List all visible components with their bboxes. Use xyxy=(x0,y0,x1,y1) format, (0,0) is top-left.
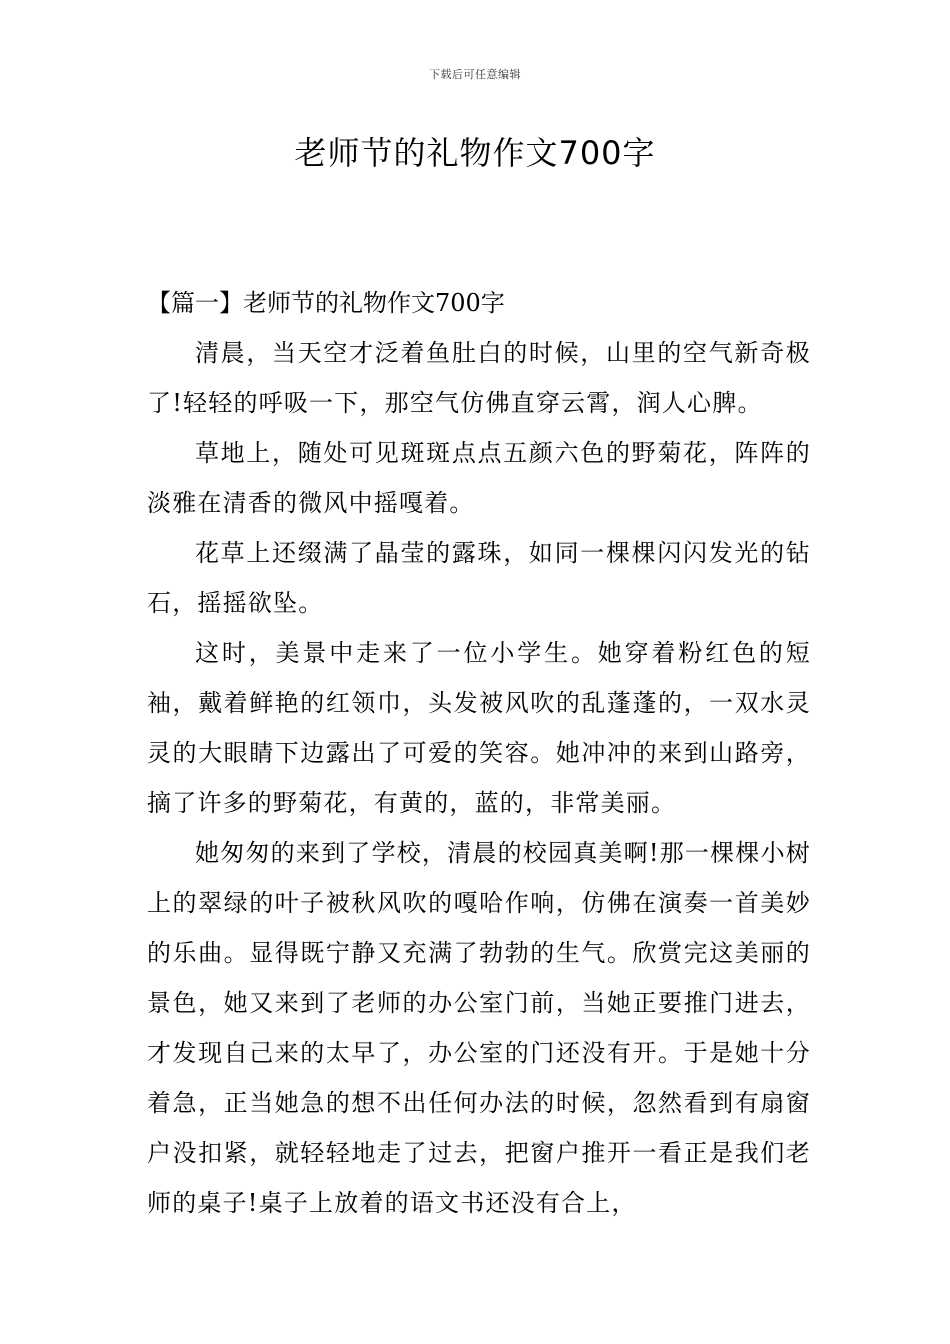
paragraph-2: 草地上，随处可见斑斑点点五颜六色的野菊花，阵阵的淡雅在清香的微风中摇嘎着。 xyxy=(147,439,811,517)
header-note: 下载后可任意编辑 xyxy=(429,68,521,81)
paragraph-1: 清晨，当天空才泛着鱼肚白的时候，山里的空气新奇极了!轻轻的呼吸一下，那空气仿佛直穿云霄，润人心脾。 xyxy=(147,339,811,417)
paragraph-3: 花草上还缀满了晶莹的露珠，如同一棵棵闪闪发光的钻石，摇摇欲坠。 xyxy=(147,539,811,617)
document-title: 老师节的礼物作文700字 xyxy=(294,134,656,172)
paragraph-4: 这时，美景中走来了一位小学生。她穿着粉红色的短袖，戴着鲜艳的红领巾，头发被风吹的乱蓬蓬的，一双水灵灵的大眼睛下边露出了可爱的笑容。她冲冲的来到山路旁，摘了许多的野菊花，有黄的，蓝的，非常美丽。 xyxy=(147,639,811,817)
section-heading: 【篇一】老师节的礼物作文700字 xyxy=(147,289,505,317)
document-body xyxy=(147,278,811,1228)
paragraph-5: 她匆匆的来到了学校，清晨的校园真美啊!那一棵棵小树上的翠绿的叶子被秋风吹的嘎哈作响，仿佛在演奏一首美妙的乐曲。显得既宁静又充满了勃勃的生气。欣赏完这美丽的景色，她又来到了老师的办公室门前，当她正要推门进去，才发现自己来的太早了，办公室的门还没有开。于是她十分着急，正当她急的想不出任何办法的时候，忽然看到有扇窗户没扣紧，就轻轻地走了过去，把窗户推开一看正是我们老师的桌子!桌子上放着的语文书还没有合上， xyxy=(147,839,811,1217)
